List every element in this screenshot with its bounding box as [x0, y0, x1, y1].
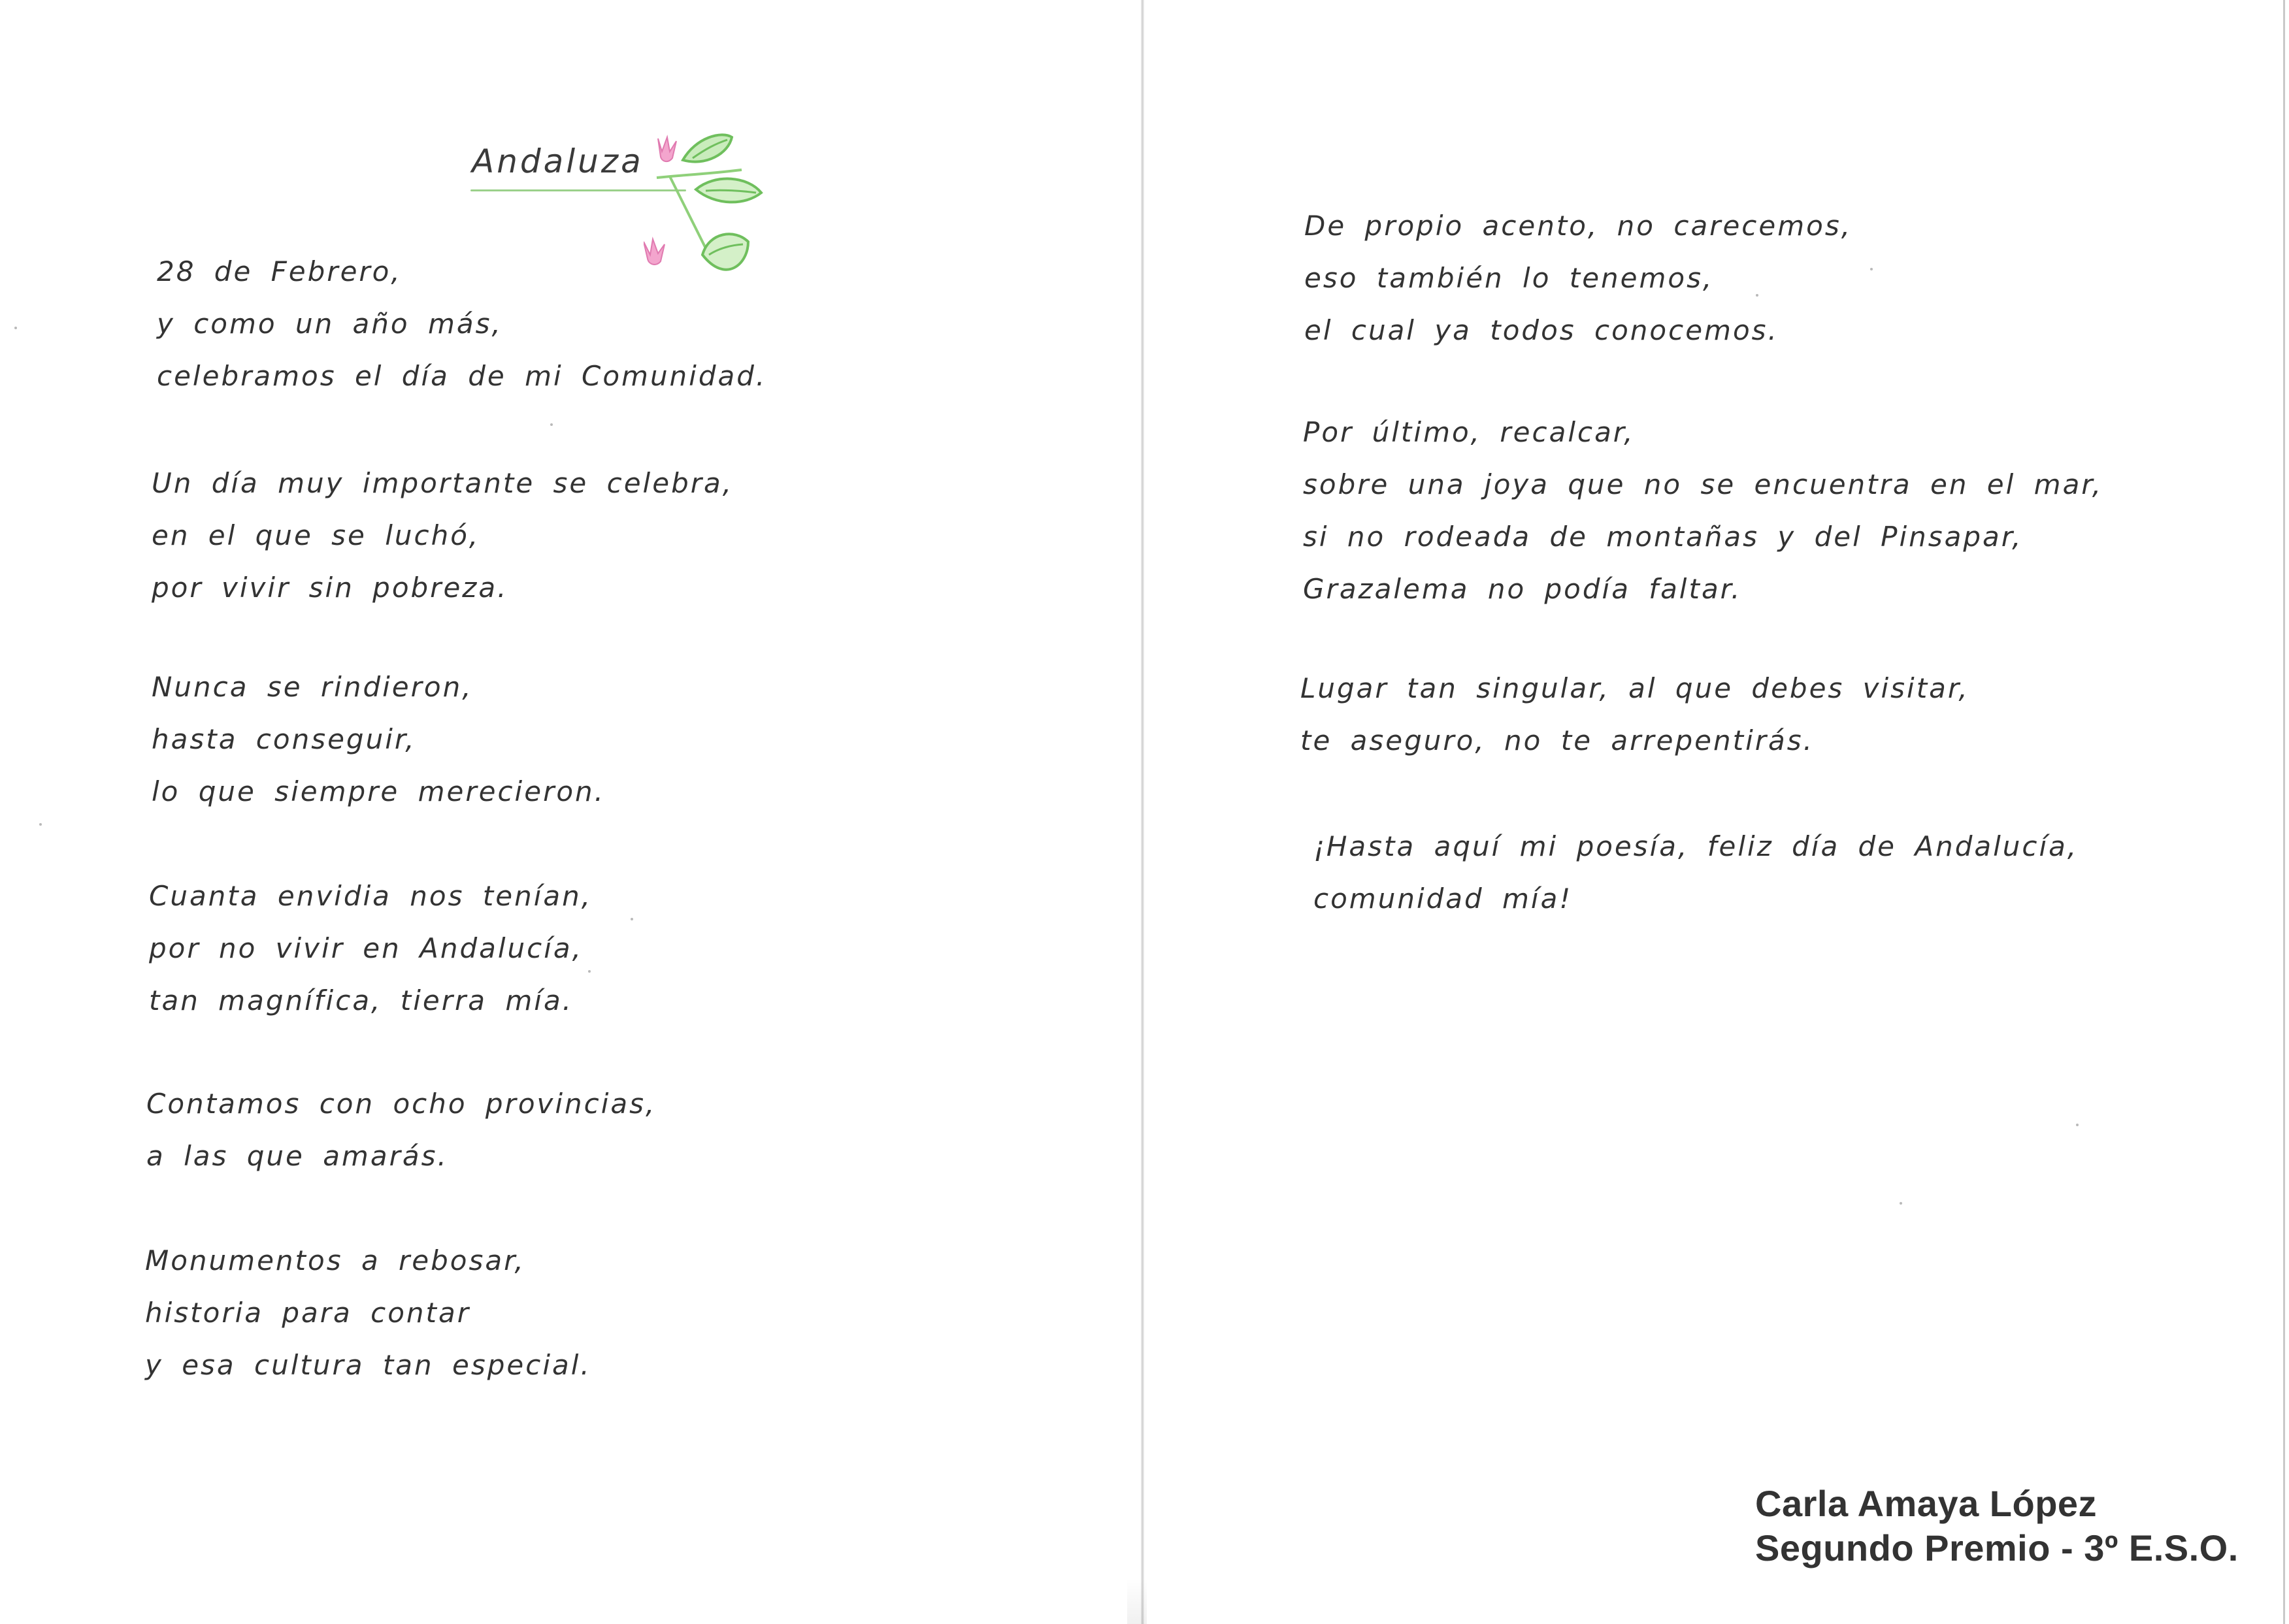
poem-line: por vivir sin pobreza. — [152, 572, 508, 604]
paper-speck — [588, 970, 591, 973]
fold-shadow — [1127, 1578, 1147, 1624]
paper-speck — [39, 823, 42, 826]
author-credit — [1755, 1482, 2239, 1570]
poem-line: hasta conseguir, — [152, 723, 416, 755]
poem-line: 28 de Febrero, — [157, 255, 402, 287]
poem-line: Por último, recalcar, — [1303, 416, 1635, 448]
paper-speck — [550, 423, 553, 426]
poem-line: Monumentos a rebosar, — [145, 1244, 525, 1276]
right-page — [1145, 0, 2289, 1624]
poem-line: celebramos el día de mi Comunidad. — [157, 360, 767, 392]
left-page — [0, 0, 1142, 1624]
poem-line: te aseguro, no te arrepentirás. — [1300, 724, 1814, 756]
flower-icon — [658, 137, 676, 161]
poem-line: Contamos con ocho provincias, — [146, 1088, 657, 1120]
poem-line: Grazalema no podía faltar. — [1303, 573, 1742, 605]
stanza — [149, 870, 592, 1027]
poem-line: Cuanta envidia nos tenían, — [149, 880, 593, 912]
poem-title: Andaluza — [472, 142, 644, 180]
paper-speck — [14, 327, 17, 329]
stanza — [152, 661, 605, 818]
stanza — [146, 1078, 656, 1182]
center-fold — [1141, 0, 1144, 1624]
poem-line: comunidad mía! — [1313, 883, 1573, 915]
poem-line: lo que siempre merecieron. — [152, 775, 606, 807]
stanza — [1303, 406, 2103, 615]
paper-speck — [2076, 1124, 2079, 1126]
poem-line: historia para contar — [145, 1297, 470, 1329]
paper-speck — [1900, 1202, 1902, 1205]
author-name: Carla Amaya López — [1755, 1483, 2098, 1524]
poem-line: por no vivir en Andalucía, — [149, 932, 584, 964]
poem-line: a las que amarás. — [146, 1140, 448, 1172]
poem-line: sobre una joya que no se encuentra en el mar, — [1303, 468, 2103, 500]
stanza — [157, 246, 766, 402]
stanza — [1313, 820, 2078, 925]
poem-line: el cual ya todos conocemos. — [1304, 314, 1779, 346]
leaf-icon — [696, 179, 761, 203]
poem-line: y como un año más, — [157, 308, 502, 340]
poem-line: eso también lo tenemos, — [1304, 262, 1714, 294]
award-label: Segundo Premio - 3º E.S.O. — [1755, 1527, 2239, 1568]
poem-line: en el que se luchó, — [152, 519, 480, 551]
page-edge — [2283, 0, 2285, 1624]
poem-line: si no rodeada de montañas y del Pinsapar, — [1303, 521, 2023, 553]
poem-line: y esa cultura tan especial. — [145, 1349, 591, 1381]
stanza — [145, 1235, 591, 1391]
stanza — [1300, 662, 1969, 767]
stanza — [1304, 200, 1852, 357]
paper-speck — [1870, 268, 1873, 270]
poem-line: Nunca se rindieron, — [152, 671, 473, 703]
leaf-icon — [683, 135, 732, 161]
poem-line: Lugar tan singular, al que debes visitar, — [1300, 672, 1969, 704]
poem-line: De propio acento, no carecemos, — [1304, 210, 1853, 242]
stanza — [152, 457, 733, 614]
poem-line: ¡Hasta aquí mi poesía, feliz día de Andalucía, — [1313, 830, 2079, 862]
poem-line: Un día muy importante se celebra, — [152, 467, 734, 499]
paper-speck — [1756, 294, 1758, 297]
paper-speck — [631, 918, 633, 920]
poem-line: tan magnífica, tierra mía. — [149, 984, 574, 1016]
